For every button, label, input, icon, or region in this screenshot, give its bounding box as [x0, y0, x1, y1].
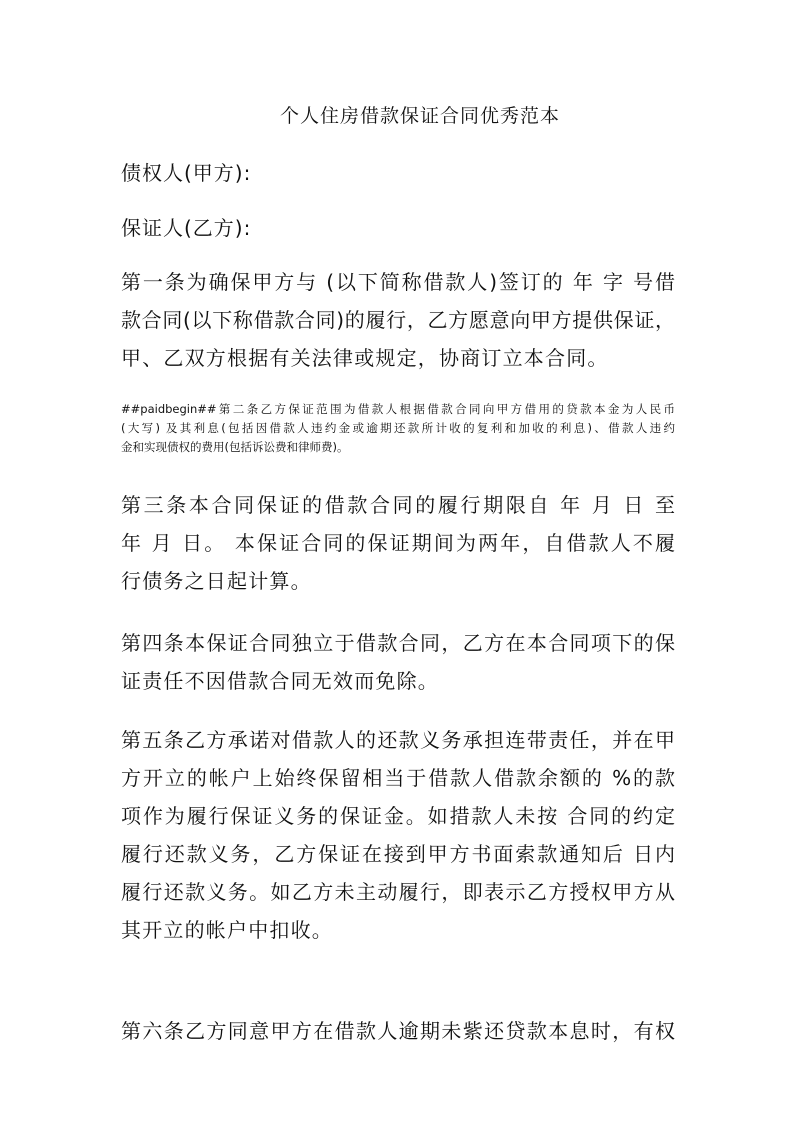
creditor-label: 债权人(甲方):: [121, 161, 252, 185]
clause-2-line: 金和实现债权的费用(包括诉讼费和律师费)。: [121, 440, 349, 454]
clause-1-line: 第一条为确保甲方与 (以下简称借款人)签订的 年 字 号借: [121, 270, 675, 294]
clause-1: [121, 263, 675, 377]
clause-2: [121, 400, 675, 457]
guarantor-label: 保证人(乙方):: [121, 216, 252, 240]
clause-4-line: 证责任不因借款合同无效而免除。: [121, 669, 439, 693]
clause-1-line: 款合同(以下称借款合同)的履行，乙方愿意向甲方提供保证，: [121, 308, 675, 332]
clause-5-line: 履行还款义务，乙方保证在接到甲方书面索款通知后 日内: [121, 842, 675, 866]
clause-3-line: 第三条本合同保证的借款合同的履行期限自 年 月 日 至: [121, 493, 675, 517]
clause-2-line: ##paidbegin##第二条乙方保证范围为借款人根据借款合同向甲方借用的贷款本金为人民币: [121, 402, 675, 416]
clause-5-line: 项作为履行保证义务的保证金。如措款人未按 合同的约定: [121, 804, 675, 828]
clause-4-line: 第四条本保证合同独立于借款合同，乙方在本合同项下的保: [121, 631, 675, 655]
clause-6-line: 第六条乙方同意甲方在借款人逾期未紫还贷款本息时，有权: [121, 1019, 675, 1043]
clause-3-line: 年 月 日。 本保证合同的保证期间为两年，自借款人不履: [121, 531, 675, 555]
clause-5-line: 履行还款义务。如乙方未主动履行，即表示乙方授权甲方从: [121, 880, 675, 904]
clause-5-line: 第五条乙方承诺对借款人的还款义务承担连带责任，并在甲: [121, 728, 675, 752]
document-title: 个人住房借款保证合同优秀范本: [279, 105, 560, 127]
clause-5-line: 方开立的帐户上始终保留相当于借款人借款余额的 %的款: [121, 766, 675, 790]
clause-5-line: 其开立的帐户中扣收。: [121, 918, 333, 942]
clause-1-line: 甲、乙双方根据有关法律或规定，协商订立本合同。: [121, 346, 609, 370]
clause-2-line: (大写) 及其利息(包括因借款人违约金或逾期还款所计收的复利和加收的利息)、借款人违约: [121, 421, 675, 435]
clause-5: [121, 721, 675, 949]
clause-3-line: 行债务之日起计算。: [121, 569, 312, 593]
clause-6: [121, 1012, 675, 1050]
clause-4: [121, 624, 675, 700]
clause-3: [121, 486, 675, 600]
